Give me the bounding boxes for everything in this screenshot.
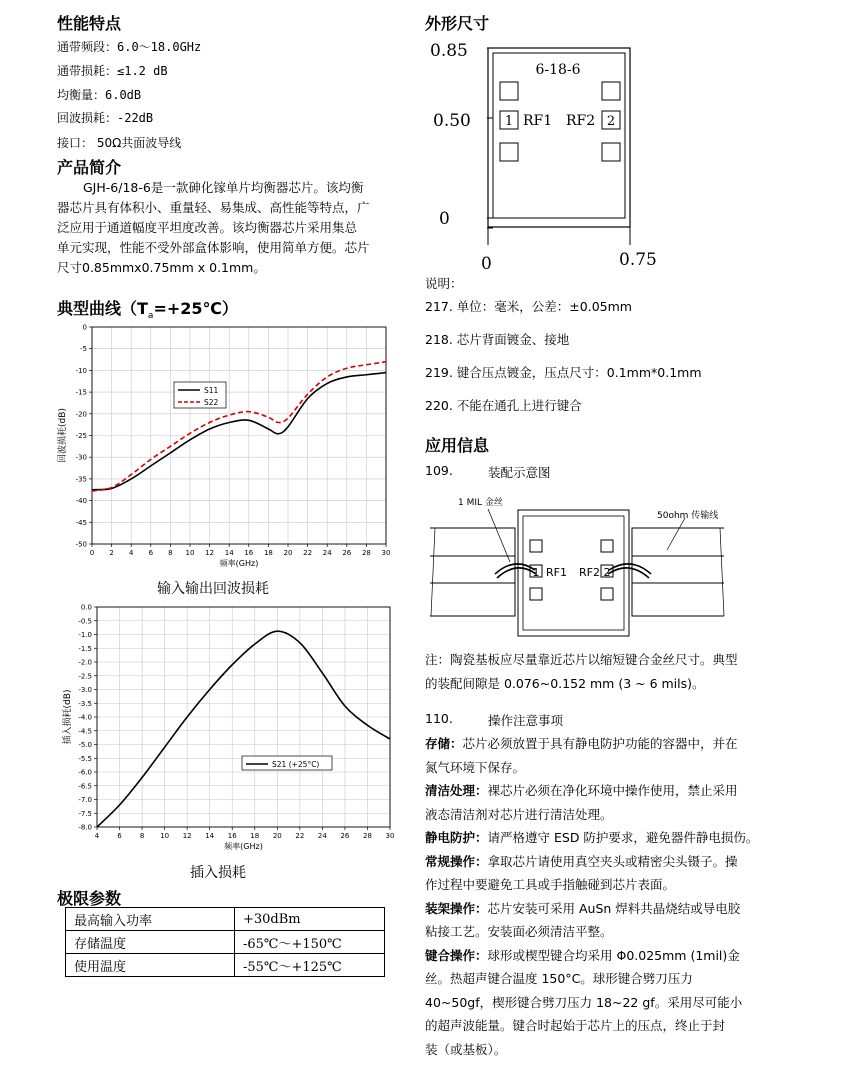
y-tick-label: -5.0 [78, 741, 92, 749]
app-item1-title: 装配示意图 [488, 465, 551, 480]
op-text: 液态清洁剂对芯片进行清洁处理。 [425, 806, 613, 822]
y-tick-label: -0.5 [78, 617, 92, 626]
intro-paragraph [57, 178, 397, 278]
op-line [425, 991, 770, 1015]
curves-title [57, 296, 238, 321]
rf2-label: RF2 [566, 113, 596, 129]
x-tick-label: 4 [128, 549, 134, 557]
op-text: 芯片安装可采用 AuSn 焊料共晶烧结或导电胶 [487, 900, 741, 916]
legend-label: S22 [204, 398, 219, 407]
leader-line [488, 509, 510, 562]
x-tick-label: 14 [224, 549, 234, 557]
op-text: 球形或楔型键合均采用 Φ0.025mm (1mil)金 [487, 947, 740, 963]
app-item1-num: 109. [425, 463, 453, 478]
y-tick-label: -30 [75, 453, 87, 462]
outline-drawing [425, 32, 675, 277]
op-key: 装架操作： [425, 900, 488, 916]
curves-title-end: =+25℃） [153, 299, 238, 318]
op-line [425, 897, 770, 921]
op-text: 芯片必须放置于具有静电防护功能的容器中，并在 [462, 736, 738, 751]
note-item: 220. 不能在通孔上进行键合 [425, 398, 582, 413]
y-tick-label: -20 [75, 410, 87, 419]
notes-title: 说明： [425, 276, 463, 291]
x-tick-label: 14 [205, 832, 215, 840]
feature-loss: 通带损耗：≤1.2 dB [57, 64, 168, 78]
y-tick-label: 0.0 [80, 603, 92, 612]
x-tick-label: 22 [303, 549, 313, 557]
table-row [66, 931, 385, 954]
wire-label: 1 MIL 金丝 [458, 498, 503, 508]
y-tick-label: -5.5 [78, 754, 92, 763]
op-key: 静电防护： [425, 830, 488, 845]
curves-title-sub: a [147, 311, 154, 322]
y-tick-label: -10 [75, 366, 87, 375]
feature-freq: 通带频段：6.0～18.0GHz [57, 40, 202, 54]
y-tick-label: -15 [75, 388, 87, 397]
assembly-diagram [425, 490, 765, 645]
pad2-label: 2 [606, 114, 616, 129]
intro-line: GJH-6/18-6是一款砷化镓单片均衡器芯片。该均衡 [83, 180, 364, 195]
table-row [66, 908, 385, 931]
op-line [425, 826, 770, 850]
pad [500, 82, 518, 100]
rf1-label: RF1 [546, 566, 567, 579]
x-tick-label: 20 [272, 832, 282, 840]
y-tick-label: -4.5 [78, 727, 92, 736]
x-tick-label: 18 [263, 549, 273, 557]
op-line [425, 873, 770, 897]
y-tick-label: -5 [80, 345, 87, 354]
operation-notes [425, 732, 770, 1061]
op-text: 裸芯片必须在净化环境中操作使用，禁止采用 [487, 783, 738, 798]
pad [530, 588, 542, 600]
limit-value: -55℃～+125℃ [235, 954, 385, 977]
y-tick-label: -1.5 [78, 644, 92, 653]
feature-return: 回波损耗：-22dB [57, 111, 154, 125]
y-tick-label: -35 [75, 475, 87, 484]
intro-line: 单元实现，性能不受外部盒体影响，使用简单方便。芯片 [57, 240, 370, 255]
op-text: 的超声波能量。键合时起始于芯片上的压点，终止于封 [425, 1018, 726, 1033]
x-tick-label: 4 [94, 832, 100, 840]
legend-label: S11 [204, 386, 219, 395]
y-tick-label: -6.0 [78, 768, 92, 777]
y-tick-label: -25 [75, 432, 87, 440]
limit-value: +30dBm [235, 908, 385, 931]
op-line [425, 732, 770, 756]
series-line-s21 [97, 631, 390, 827]
pad1-label: 1 [532, 566, 540, 579]
op-text: 氮气环境下保存。 [425, 759, 526, 775]
intro-line: 器芯片具有体积小、重量轻、易集成、高性能等特点，广 [57, 200, 370, 215]
op-line [425, 756, 770, 780]
x-axis-label: 频率(GHz) [219, 559, 259, 568]
x-tick-label: 8 [168, 549, 173, 557]
op-key: 存储： [425, 736, 463, 751]
y-tick-label: -3.5 [78, 699, 92, 708]
y-tick-label: -7.5 [78, 809, 92, 818]
table-row [66, 954, 385, 977]
dim-y-top: 0.85 [430, 41, 468, 61]
x-tick-label: 16 [244, 549, 254, 557]
intro-line: 泛应用于通道幅度平坦度改善。该均衡器芯片采用集总 [57, 220, 358, 235]
note-line: 注：陶瓷基板应尽量靠近芯片以缩短键合金丝尺寸。典型 [425, 652, 738, 667]
op-text: 粘接工艺。安装面必须清洁平整。 [425, 924, 613, 939]
x-tick-label: 26 [340, 832, 350, 840]
x-tick-label: 26 [342, 549, 352, 557]
note-item: 218. 芯片背面镀金、接地 [425, 332, 570, 347]
x-tick-label: 24 [322, 549, 332, 557]
left-substrate [430, 528, 515, 616]
y-tick-label: -1.0 [78, 631, 92, 639]
intro-line: 尺寸0.85mmx0.75mm x 0.1mm。 [57, 260, 266, 275]
y-tick-label: 0 [82, 323, 87, 332]
x-tick-label: 30 [385, 832, 395, 840]
op-line [425, 920, 770, 944]
chart2-caption: 插入损耗 [190, 865, 246, 881]
x-tick-label: 6 [117, 832, 122, 840]
y-axis-label: 回波损耗(dB) [58, 408, 68, 463]
x-tick-label: 18 [250, 832, 260, 840]
rf2-label: RF2 [579, 566, 600, 579]
op-text: 40~50gf，楔形键合劈刀压力 18~22 gf。采用尽可能小 [425, 994, 743, 1010]
x-tick-label: 12 [182, 832, 192, 840]
op-text: 请严格遵守 ESD 防护要求，避免器件静电损伤。 [487, 830, 759, 845]
features-title: 性能特点 [57, 14, 122, 33]
limits-table [65, 907, 385, 977]
app-item2-num: 110. [425, 711, 453, 726]
application-title: 应用信息 [425, 436, 490, 455]
pad2-label: 2 [603, 566, 611, 579]
note-item: 217. 单位：毫米，公差：±0.05mm [425, 299, 632, 314]
pad [601, 540, 613, 552]
x-tick-label: 8 [139, 832, 145, 840]
op-line [425, 1038, 770, 1062]
y-tick-label: -2.5 [78, 672, 92, 681]
series-line-s11 [92, 373, 386, 490]
series-line-s22 [92, 362, 386, 491]
op-text: 拿取芯片请使用真空夹头或精密尖头镊子。操 [487, 853, 738, 869]
x-tick-label: 10 [160, 832, 170, 840]
pad1-label: 1 [504, 114, 514, 129]
line-label: 50ohm 传输线 [657, 511, 719, 521]
app-item2-title: 操作注意事项 [488, 713, 564, 728]
dim-x-left: 0 [481, 254, 492, 274]
op-key: 清洁处理： [425, 783, 488, 798]
y-tick-label: -40 [75, 497, 87, 506]
left-break [431, 528, 435, 616]
x-tick-label: 6 [148, 549, 154, 557]
x-tick-label: 30 [381, 549, 391, 557]
note-item: 219. 键合压点镀金，压点尺寸：0.1mm*0.1mm [425, 365, 702, 380]
y-tick-label: -4.0 [78, 713, 92, 722]
x-tick-label: 28 [361, 549, 371, 557]
y-tick-label: -50 [75, 540, 87, 549]
chart1-caption: 输入输出回波损耗 [157, 581, 269, 597]
x-tick-label: 28 [363, 832, 372, 840]
op-key: 常规操作： [425, 853, 488, 869]
y-tick-label: -6.5 [78, 782, 92, 791]
feature-interface: 接口： 50Ω共面波导线 [57, 136, 182, 150]
op-line [425, 779, 770, 803]
limit-value: -65℃～+150℃ [235, 931, 385, 954]
note-line: 的装配间隙是 0.076~0.152 mm (3 ~ 6 mils)。 [425, 675, 705, 691]
pad [602, 143, 620, 161]
limit-name: 使用温度 [66, 954, 235, 977]
y-tick-label: -45 [75, 518, 87, 527]
pad [500, 143, 518, 161]
pad [601, 588, 613, 600]
y-axis-label: 插入损耗(dB) [63, 689, 73, 745]
curves-title-main: 典型曲线（T [57, 299, 148, 318]
dim-y-bottom: 0 [439, 209, 450, 229]
outline-title: 外形尺寸 [425, 14, 490, 33]
y-tick-label: -7.0 [78, 796, 92, 804]
x-tick-label: 10 [185, 549, 195, 557]
limits-title: 极限参数 [57, 889, 122, 908]
op-text: 作过程中要避免工具或手指触碰到芯片表面。 [425, 877, 676, 892]
legend-label: S21 (+25°C) [272, 760, 320, 769]
intro-title: 产品简介 [57, 158, 122, 177]
feature-eq: 均衡量：6.0dB [57, 88, 142, 102]
y-tick-label: -3.0 [78, 686, 92, 694]
y-tick-label: -2.0 [78, 658, 92, 667]
x-tick-label: 24 [317, 832, 327, 840]
limit-name: 存储温度 [66, 931, 235, 954]
return-loss-chart [52, 320, 402, 580]
op-text: 丝。热超声键合温度 150°C。球形键合劈刀压力 [425, 971, 693, 986]
dim-y-mid: 0.50 [433, 111, 471, 131]
chip-label: 6-18-6 [535, 62, 581, 78]
x-tick-label: 20 [283, 549, 293, 557]
x-tick-label: 22 [295, 832, 305, 840]
op-line [425, 1014, 770, 1038]
right-break [720, 528, 724, 616]
insertion-loss-chart [52, 600, 402, 862]
op-line [425, 850, 770, 874]
dim-x-right: 0.75 [619, 250, 657, 270]
y-tick-label: -8.0 [78, 823, 92, 832]
x-axis-label: 频率(GHz) [224, 842, 263, 851]
op-line [425, 944, 770, 968]
pad [530, 540, 542, 552]
x-tick-label: 2 [109, 549, 114, 557]
op-key: 键合操作： [425, 947, 488, 963]
x-tick-label: 16 [227, 832, 237, 840]
leader-line [667, 518, 685, 550]
op-text: 装（或基板）。 [425, 1041, 507, 1057]
op-line [425, 803, 770, 827]
right-substrate [632, 528, 724, 616]
pad [602, 82, 620, 100]
assembly-note [425, 648, 738, 695]
rf1-label: RF1 [523, 113, 553, 129]
limit-name: 最高输入功率 [66, 908, 235, 931]
x-tick-label: 0 [89, 549, 95, 557]
op-line [425, 967, 770, 991]
x-tick-label: 12 [205, 549, 215, 557]
